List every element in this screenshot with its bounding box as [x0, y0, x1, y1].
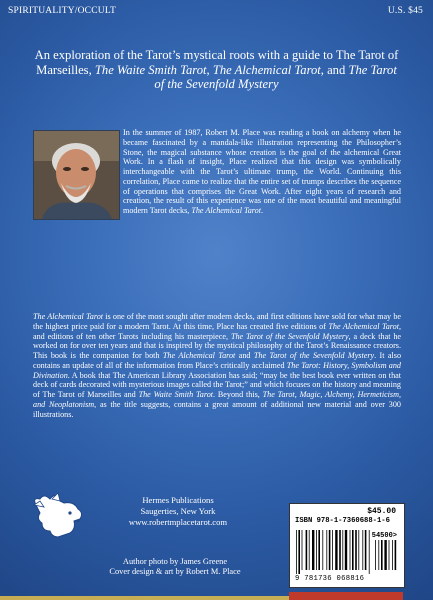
paragraph-text: In the summer of 1987, Robert M. Place was reading a book on alchemy when he became fascinated by a mandala-like illustration representing the Philosopher’s Stone, the magical substance whose creation is the goal of the alchemical Great Work. In a flash of insight, Place realized that this design was symbolically interchangeable with the Tarot’s ultimate trump, the World. Continuing this correlation, Place came to realize that the entire set of trumps describes the sequence of operations that comprises the Great Work. After eight years of research and creation, the result of this experience was one of the most beautiful and meaningful modern Tarot decks, [123, 128, 401, 215]
headline [30, 48, 403, 92]
photo-spacer [33, 128, 123, 220]
ean-digits: 9 781736 068816 [295, 575, 365, 583]
spine-strip-red [289, 592, 403, 600]
paragraph-title: The Alchemical Tarot [33, 312, 104, 321]
barcode-price: $45.00 [367, 507, 396, 516]
publisher-block [30, 491, 260, 541]
paragraph-title: The Alchemical Tarot [191, 206, 261, 215]
barcode-panel [289, 503, 405, 588]
paragraph-text: . [261, 206, 264, 215]
paragraph-title: The Waite Smith Tarot [138, 390, 214, 399]
paragraph-intro [33, 128, 401, 220]
headline-title: The Waite Smith Tarot [94, 62, 207, 77]
paragraph-title: The Alchemical Tarot [328, 321, 399, 331]
paragraph-text: , as the title suggests, contains a great amount of additional new material and over 300 illustrations. [33, 399, 401, 419]
paragraph-text: . A book that The American Library Association has said; “may be the best book ever written on that deck of cards decorated with mysterious images called the Tarot;” and which focuses on the history and meaning of The Tarot of Marseilles and [33, 370, 401, 399]
publisher-info [98, 495, 258, 527]
photo-credit: Author photo by James Greene [122, 557, 228, 566]
headline-title: The Alchemical Tarot [212, 62, 321, 77]
headline-text: An exploration of the Tarot’s mystical roots with a guide to The Tarot of Marseilles, [34, 48, 399, 77]
hermes-head-icon [30, 491, 88, 539]
paragraph-main [33, 312, 401, 419]
headline-text: , [206, 62, 213, 77]
paragraph-text: . It also contains an update of all of the information from Place’s critically acclaimed [33, 351, 402, 370]
paragraph-text: . Beyond this, [213, 390, 263, 399]
paragraph-title: The Tarot: History, Symbolism and Divination [33, 360, 401, 380]
price-label: U.S. $45 [387, 6, 423, 16]
headline-text: , and [320, 62, 349, 77]
paragraph-title: The Tarot, Magic, Alchemy, Hermeticism, and Neoplatonism [33, 390, 401, 409]
publisher-url: www.robertmplacetarot.com [128, 516, 228, 527]
category-label: SPIRITUALITY/OCCULT [8, 6, 116, 16]
addon-code: 54500> [371, 532, 397, 540]
bottom-strip-gold [0, 596, 289, 600]
paragraph-text: is one of the most sought after modern decks, and first editions have sold for what may be the highest price paid for a modern Tarot. At this time, Place has created five editions of [33, 312, 401, 331]
publisher-name: Hermes Publications [142, 495, 214, 505]
paragraph-text: and [235, 351, 254, 360]
paragraph-title: The Tarot of the Sevenfold Mystery [230, 331, 349, 341]
paragraph-text: , and editions of ten other Tarots including his masterpiece, [33, 321, 401, 341]
publisher-location: Saugerties, New York [140, 505, 216, 516]
top-bar [8, 6, 423, 20]
barcode-bars [295, 528, 399, 574]
design-credit: Cover design & art by Robert M. Place [109, 567, 241, 577]
headline-title: The Tarot of the Sevenfold Mystery [154, 62, 397, 92]
isbn-number: ISBN 978-1-7360688-1-6 [295, 517, 390, 525]
paragraph-title: The Alchemical Tarot [162, 351, 236, 360]
paragraph-title: The Tarot of the Sevenfold Mystery [253, 351, 375, 360]
credits-block [80, 557, 270, 578]
paragraph-text: , a deck that he worked on for over ten years and that is inspired by the mystical philosophy of the Tarot’s Renaissance creators. This book is the companion for both [33, 331, 402, 360]
